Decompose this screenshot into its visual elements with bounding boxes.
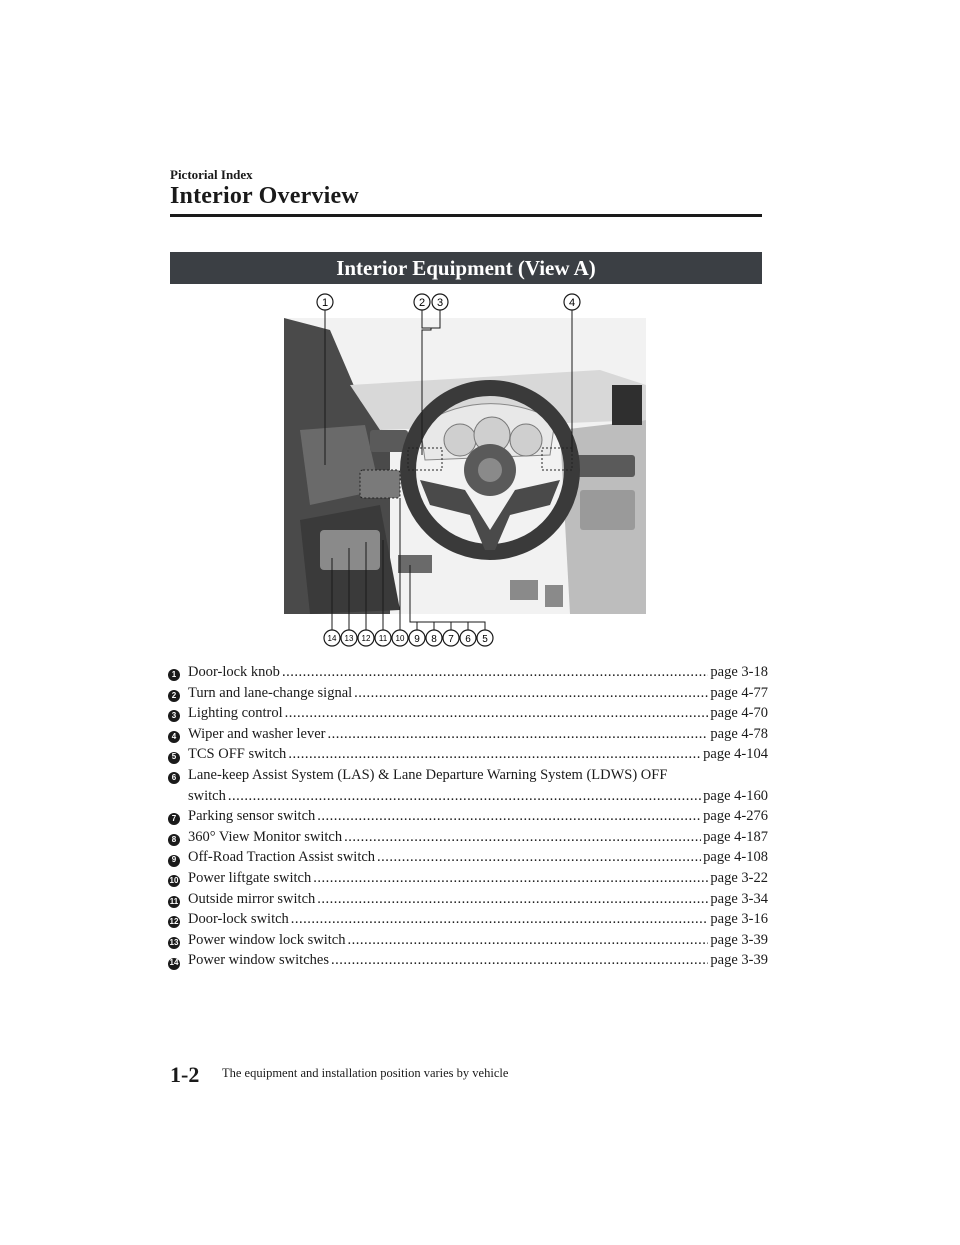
dot-leader bbox=[228, 786, 701, 807]
section-banner: Interior Equipment (View A) bbox=[170, 252, 762, 284]
list-item bbox=[168, 765, 768, 806]
item-label: Power liftgate switch bbox=[188, 869, 312, 886]
item-label: 360° View Monitor switch bbox=[188, 828, 343, 845]
svg-text:6: 6 bbox=[465, 634, 471, 645]
page-reference: page 3-39 bbox=[710, 952, 768, 969]
callout-9 bbox=[409, 630, 425, 646]
item-label: Door-lock knob bbox=[188, 664, 280, 680]
item-label: Power window switches bbox=[188, 952, 329, 969]
svg-text:12: 12 bbox=[361, 634, 371, 643]
callout-5 bbox=[477, 630, 493, 646]
item-label-continued: switch bbox=[188, 787, 226, 804]
page-reference: page 4-160 bbox=[703, 787, 768, 804]
callout-2 bbox=[414, 294, 430, 310]
svg-text:7: 7 bbox=[448, 634, 454, 645]
svg-text:4: 4 bbox=[568, 297, 576, 309]
dot-leader bbox=[285, 703, 709, 724]
item-number: 11 bbox=[168, 896, 180, 908]
item-label: Door-lock switch bbox=[188, 911, 289, 928]
item-label: Off-Road Traction Assist switch bbox=[188, 849, 376, 866]
page-reference: page 3-34 bbox=[710, 890, 768, 907]
center-vent bbox=[575, 455, 635, 477]
page-reference: page 4-77 bbox=[710, 684, 768, 701]
item-number: 4 bbox=[168, 731, 180, 743]
page-reference: page 3-22 bbox=[710, 869, 768, 886]
lower-switch-panel bbox=[398, 555, 432, 573]
svg-text:5: 5 bbox=[482, 634, 488, 645]
brake-pedal bbox=[510, 580, 538, 600]
dashboard-drawing bbox=[270, 290, 660, 650]
list-item bbox=[168, 683, 768, 704]
center-display bbox=[612, 385, 642, 425]
title-divider bbox=[170, 214, 762, 217]
window-switches bbox=[320, 530, 380, 570]
item-number: 5 bbox=[168, 752, 180, 764]
climate-panel bbox=[580, 490, 635, 530]
item-label: Outside mirror switch bbox=[188, 890, 316, 907]
svg-text:11: 11 bbox=[378, 634, 388, 643]
item-number: 6 bbox=[168, 772, 180, 784]
item-number: 12 bbox=[168, 916, 180, 928]
item-label: Lane-keep Assist System (LAS) & Lane Departure Warning System (LDWS) OFF bbox=[188, 766, 668, 783]
dot-leader bbox=[328, 724, 709, 745]
item-label: Power window lock switch bbox=[188, 931, 346, 948]
callout-7 bbox=[443, 630, 459, 646]
list-item bbox=[168, 744, 768, 765]
list-item bbox=[168, 868, 768, 889]
dot-leader bbox=[377, 847, 701, 868]
accelerator-pedal bbox=[545, 585, 563, 607]
dot-leader bbox=[317, 806, 701, 827]
item-number: 3 bbox=[168, 710, 180, 722]
svg-text:14: 14 bbox=[327, 634, 337, 643]
svg-text:3: 3 bbox=[436, 297, 444, 309]
page-reference: page 3-18 bbox=[710, 664, 768, 680]
page-reference: page 3-16 bbox=[710, 911, 768, 928]
item-number: 7 bbox=[168, 813, 180, 825]
interior-illustration bbox=[270, 290, 660, 650]
item-number: 10 bbox=[168, 875, 180, 887]
list-item bbox=[168, 703, 768, 724]
list-item bbox=[168, 806, 768, 827]
item-label: Lighting control bbox=[188, 705, 283, 722]
page-title: Interior Overview bbox=[170, 183, 359, 209]
callout-3 bbox=[432, 294, 448, 310]
item-label: Parking sensor switch bbox=[188, 808, 316, 825]
list-item bbox=[168, 827, 768, 848]
list-item bbox=[168, 724, 768, 745]
left-switch-cluster bbox=[360, 470, 400, 498]
item-first-line bbox=[168, 765, 768, 786]
item-number: 2 bbox=[168, 690, 180, 702]
svg-text:2: 2 bbox=[418, 297, 426, 309]
page-reference: page 4-276 bbox=[703, 808, 768, 825]
item-number: 14 bbox=[168, 958, 180, 970]
item-second-line bbox=[168, 786, 768, 807]
dot-leader bbox=[344, 827, 701, 848]
component-index-list bbox=[168, 662, 768, 971]
svg-text:9: 9 bbox=[414, 634, 420, 645]
page-reference: page 4-70 bbox=[710, 705, 768, 722]
list-item bbox=[168, 930, 768, 951]
page-reference: page 4-78 bbox=[710, 725, 768, 742]
footer-note: The equipment and installation position varies by vehicle bbox=[222, 1066, 509, 1080]
item-label: Wiper and washer lever bbox=[188, 725, 326, 742]
callout-8 bbox=[426, 630, 442, 646]
item-number: 9 bbox=[168, 855, 180, 867]
page-reference: page 3-39 bbox=[710, 931, 768, 948]
list-item bbox=[168, 950, 768, 971]
page-reference: page 4-187 bbox=[703, 828, 768, 845]
svg-text:1: 1 bbox=[321, 297, 329, 309]
dot-leader bbox=[347, 930, 708, 951]
list-item bbox=[168, 889, 768, 910]
item-number: 1 bbox=[168, 669, 180, 681]
item-number: 8 bbox=[168, 834, 180, 846]
gauge-right bbox=[510, 424, 542, 456]
dot-leader bbox=[291, 909, 709, 930]
dot-leader bbox=[317, 889, 708, 910]
item-label: TCS OFF switch bbox=[188, 746, 287, 763]
section-label: Pictorial Index bbox=[170, 167, 253, 182]
dot-leader bbox=[313, 868, 708, 889]
svg-text:10: 10 bbox=[395, 634, 405, 643]
page-reference: page 4-104 bbox=[703, 746, 768, 763]
item-label: Turn and lane-change signal bbox=[188, 684, 353, 701]
list-item bbox=[168, 847, 768, 868]
callout-6 bbox=[460, 630, 476, 646]
page-reference: page 4-108 bbox=[703, 849, 768, 866]
svg-text:8: 8 bbox=[431, 634, 437, 645]
item-number: 13 bbox=[168, 937, 180, 949]
steering-emblem bbox=[478, 458, 502, 482]
dot-leader bbox=[282, 662, 708, 683]
list-item bbox=[168, 662, 768, 683]
dot-leader bbox=[288, 744, 701, 765]
gauge-left bbox=[444, 424, 476, 456]
dot-leader bbox=[354, 683, 708, 704]
svg-text:13: 13 bbox=[344, 634, 354, 643]
page-number: 1-2 bbox=[170, 1062, 200, 1087]
list-item bbox=[168, 909, 768, 930]
dot-leader bbox=[331, 950, 708, 971]
left-vent bbox=[370, 430, 408, 452]
